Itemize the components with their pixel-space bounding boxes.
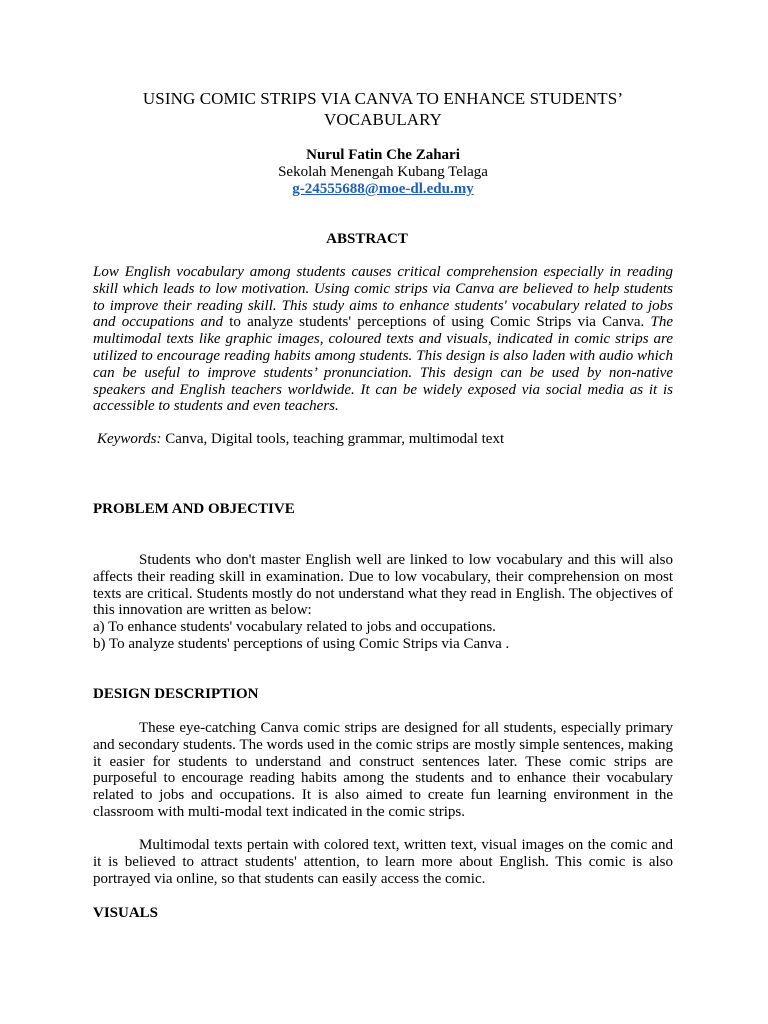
abstract-italic-2: The multimodal texts like graphic images, coloured texts and visuals, indicated in comic strips are utilized to encourage reading habits among students. This design is also laden with audio which can be useful to improve students’ pronunciation. This design can be used by non-native speakers and English teachers worldwide. It can be widely exposed via social media as it is accessible to students and even teachers.: [93, 314, 673, 415]
visuals-heading: VISUALS: [93, 905, 159, 921]
abstract-italic-1: Low English vocabulary among students causes critical comprehension especially in reading skill which leads to low motivation. Using comic strips via Canva are believed to help students to improve their reading skill. This study aims to enhance students' vocabulary related to jobs and occupations and: [93, 264, 673, 331]
paper-title: [93, 88, 673, 130]
objectives-list: [93, 619, 673, 653]
keywords-line: [97, 431, 673, 448]
design-paragraph-1: These eye-catching Canva comic strips are designed for all students, especially primary and secondary students. The words used in the comic strips are mostly simple sentences, making it easier for students to understand and construct sentences later. These comic strips are purposeful to encourage reading habits among the students and to enhance their vocabulary related to jobs and occupations. It is also aimed to create fun learning environment in the classroom with multi-modal text indicated in the comic strips.: [93, 720, 673, 820]
abstract-heading: ABSTRACT: [326, 231, 408, 247]
abstract-body: [93, 264, 673, 415]
problem-heading: PROBLEM AND OBJECTIVE: [93, 501, 295, 517]
author-email: [93, 181, 673, 198]
problem-paragraph: Students who don't master English well are linked to low vocabulary and this will also affects their reading skill in examination. Due to low vocabulary, their comprehension on most texts are critical. Students mostly do not understand what they read in English. The objectives of this innovation are written as below:: [93, 552, 673, 619]
abstract-normal: to analyze students' perceptions of using Comic Strips via Canva.: [222, 314, 645, 331]
title-line-1: USING COMIC STRIPS VIA CANVA TO ENHANCE STUDENTS’: [142, 89, 624, 108]
keywords-text: Canva, Digital tools, teaching grammar, multimodal text: [161, 431, 505, 447]
email-link[interactable]: g-24555688@moe-dl.edu.my: [292, 181, 474, 197]
design-heading: DESIGN DESCRIPTION: [93, 686, 259, 702]
keywords-label: Keywords:: [97, 431, 162, 447]
list-item: b) To analyze students' perceptions of using Comic Strips via Canva .: [93, 636, 510, 652]
author-affiliation: Sekolah Menengah Kubang Telaga: [278, 164, 488, 180]
list-item: a) To enhance students' vocabulary related to jobs and occupations.: [93, 619, 496, 635]
author-name: Nurul Fatin Che Zahari: [306, 147, 460, 163]
title-line-2: VOCABULARY: [323, 110, 443, 129]
design-paragraph-2: Multimodal texts pertain with colored text, written text, visual images on the comic and it is believed to attract students' attention, to learn more about English. This comic is also portrayed via online, so that students can easily access the comic.: [93, 837, 673, 887]
